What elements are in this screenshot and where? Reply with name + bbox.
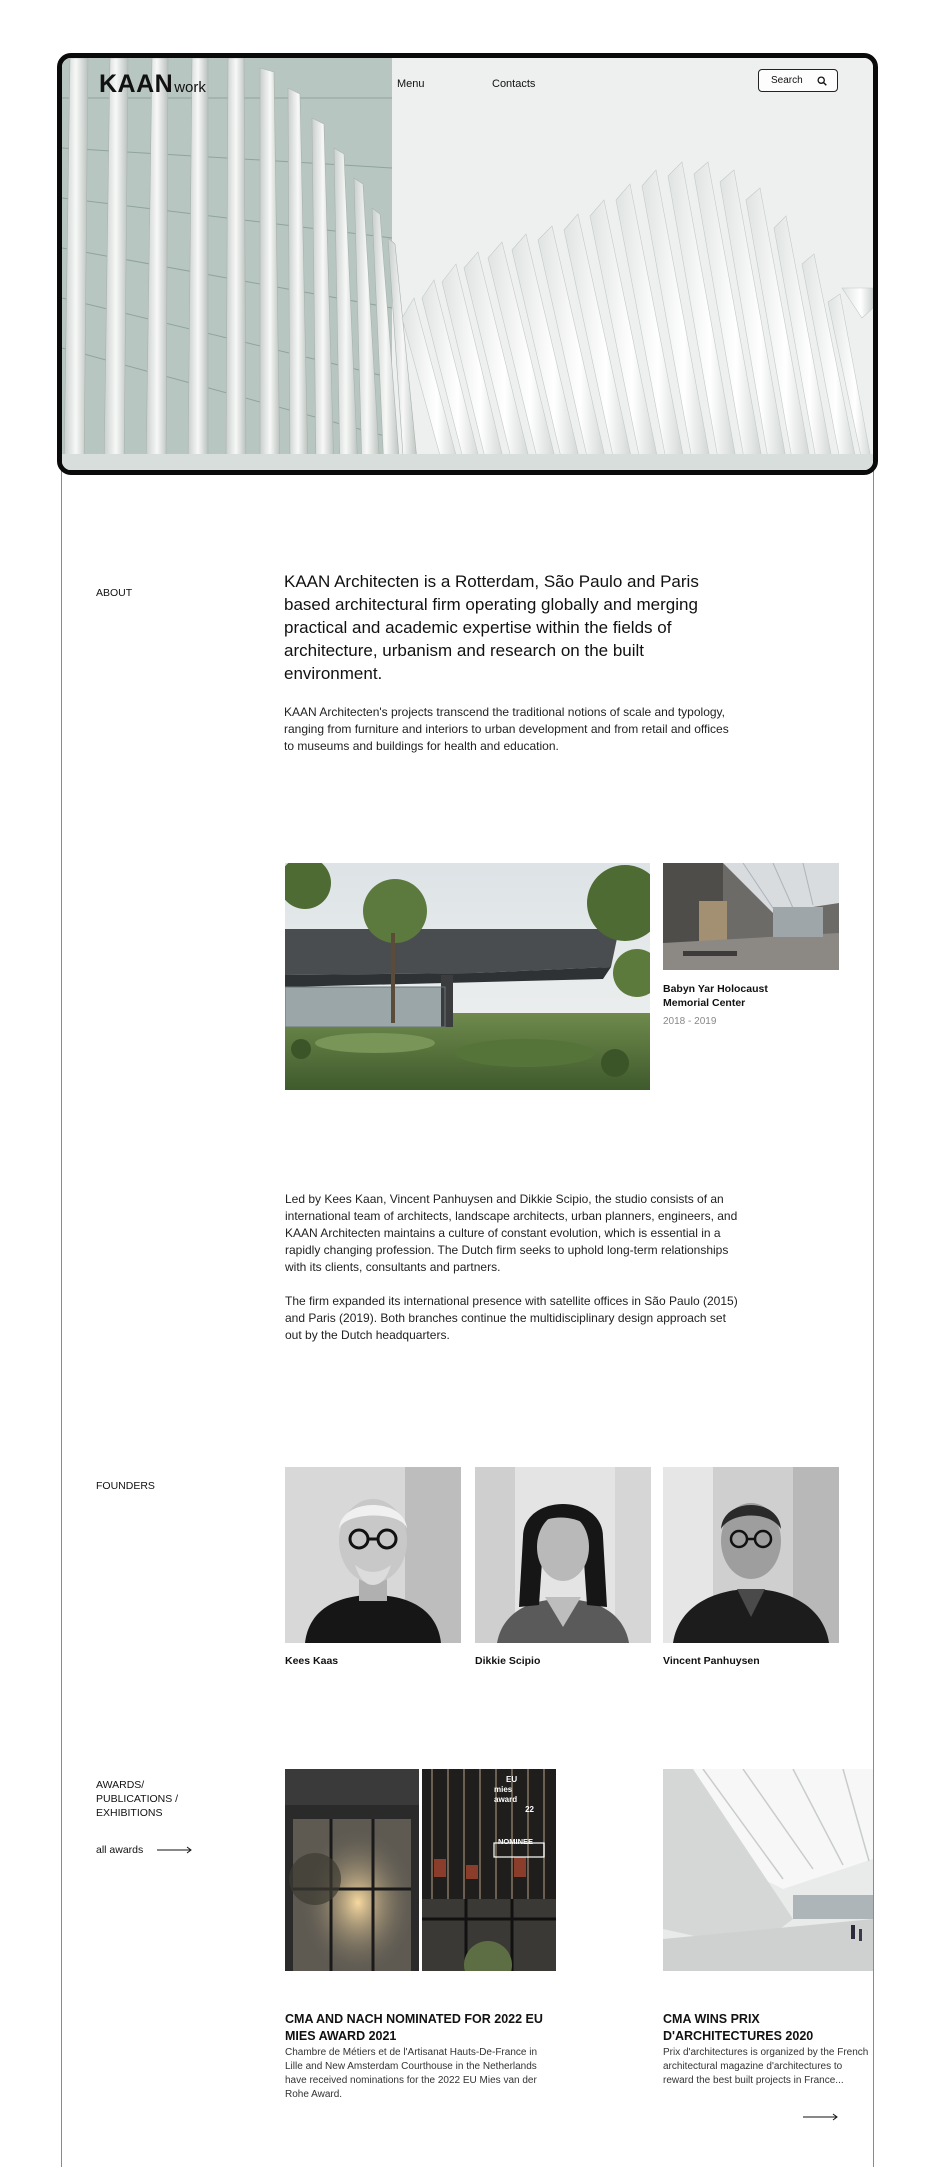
- project-render-image[interactable]: [285, 863, 650, 1090]
- about-lead: KAAN Architecten is a Rotterdam, São Paulo and Paris based architectural firm operating globally and merging practical and academic expertise within the fields of architecture, urbanism and research on the built environment.: [284, 572, 699, 683]
- about-label: ABOUT: [96, 587, 133, 599]
- search-icon: [817, 76, 827, 86]
- badge-year: 22: [525, 1805, 534, 1814]
- all-awards-label: all awards: [96, 1844, 144, 1856]
- project-interior-image[interactable]: [663, 863, 839, 970]
- founder-photo-vincent[interactable]: [663, 1467, 839, 1643]
- logo-main: KAAN: [99, 70, 174, 98]
- award-image-badge[interactable]: [422, 1769, 556, 1971]
- next-award-arrow-icon[interactable]: [803, 2113, 839, 2121]
- founder-name-kees[interactable]: Kees Kaas: [285, 1655, 339, 1667]
- award-desc-2: Prix d'architectures is organized by the French architectural magazine d'architectures to reward the best built projects in France...: [663, 2047, 869, 2086]
- awards-label-line-2: PUBLICATIONS /: [96, 1793, 179, 1805]
- search-label: Search: [771, 75, 803, 86]
- studio-paragraph-1: Led by Kees Kaan, Vincent Panhuysen and Dikkie Scipio, the studio consists of an international team of architects, landscape architects, urban planners, engineers, and KAAN Architecten maintains a culture of constant evolution, which is essential in a rapidly changing profession. The Dutch firm seeks to uphold long-term relationships with its clients, consultants and partners.: [285, 1192, 738, 1274]
- studio-description: [285, 1191, 745, 1361]
- awards-label-line-3: EXHIBITIONS: [96, 1807, 163, 1819]
- award-image-facade[interactable]: [285, 1769, 419, 1971]
- nav-menu[interactable]: Menu: [397, 78, 425, 90]
- project-title[interactable]: Babyn Yar Holocaust Memorial Center: [663, 983, 768, 1009]
- founder-name-dikkie[interactable]: Dikkie Scipio: [475, 1655, 541, 1667]
- awards-label-line-1: AWARDS/: [96, 1779, 145, 1791]
- arrow-right-icon: [157, 1846, 193, 1854]
- award-desc-1: Chambre de Métiers et de l'Artisanat Hauts-De-France in Lille and New Amsterdam Courthouse in the Netherlands have received nominations for the 2022 EU Mies van der Rohe Award.: [285, 2047, 538, 2100]
- badge-line-2: award: [494, 1795, 518, 1804]
- hero-architecture-image: [62, 58, 873, 470]
- about-body: KAAN Architecten's projects transcend the traditional notions of scale and typology, ranging from furniture and interiors to urban development and from retail and offices to museums and buildings for health and education.: [284, 705, 729, 753]
- studio-paragraph-2: The firm expanded its international presence with satellite offices in São Paulo (2015) and Paris (2019). Both branches continue the multidisciplinary design approach set out by the Dutch headquarters.: [285, 1294, 738, 1342]
- founder-photo-kees[interactable]: [285, 1467, 461, 1643]
- award-title-2[interactable]: CMA WINS PRIX D'ARCHITECTURES 2020: [663, 2012, 814, 2043]
- search-button[interactable]: [758, 69, 838, 92]
- all-awards-link[interactable]: [96, 1844, 193, 1856]
- logo-sub: work: [174, 79, 206, 96]
- badge-line-1: mies: [494, 1785, 513, 1794]
- awards-label: [96, 1778, 178, 1820]
- founder-photo-dikkie[interactable]: [475, 1467, 651, 1643]
- project-years: 2018 - 2019: [663, 1016, 717, 1027]
- award-title-1[interactable]: CMA AND NACH NOMINATED FOR 2022 EU MIES AWARD 2021: [285, 2012, 543, 2043]
- mies-award-badge: [494, 1775, 544, 1847]
- founder-name-vincent[interactable]: Vincent Panhuysen: [663, 1655, 760, 1667]
- hero-banner: [57, 53, 878, 475]
- badge-eu: EU: [506, 1775, 518, 1784]
- nav-contacts[interactable]: Contacts: [492, 78, 536, 90]
- logo[interactable]: [99, 70, 206, 99]
- founders-label: FOUNDERS: [96, 1480, 155, 1492]
- badge-nominee: NOMINEE: [498, 1837, 534, 1846]
- award-image-interior[interactable]: [663, 1769, 873, 1971]
